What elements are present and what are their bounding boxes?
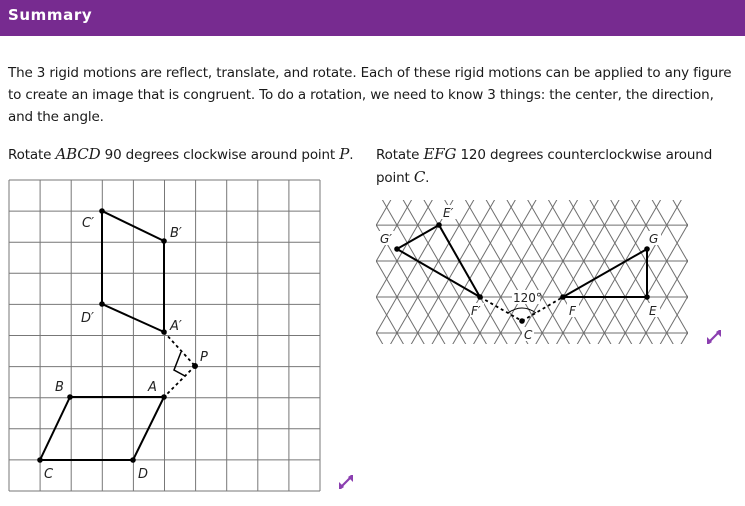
label-d-prime: D′ xyxy=(81,311,94,326)
label-g: G xyxy=(649,232,659,246)
label-d: D xyxy=(138,467,149,482)
label-p: P xyxy=(200,350,208,365)
point-e-prime xyxy=(436,222,442,228)
label-e: E xyxy=(649,304,657,318)
grid-line xyxy=(205,0,745,506)
grid-line xyxy=(80,0,745,506)
triangle-efg xyxy=(563,249,647,297)
grid-line xyxy=(288,0,745,506)
label-c: C xyxy=(524,328,533,342)
label-f-prime: F′ xyxy=(471,304,481,318)
task2-middle: 120 degrees counterclockwise around point xyxy=(376,147,713,186)
label-c: C xyxy=(44,467,54,482)
point-e xyxy=(644,294,650,300)
point-f-prime xyxy=(477,294,483,300)
label-e-prime: E′ xyxy=(443,206,454,220)
task1-middle: 90 degrees clockwise around point xyxy=(100,147,340,163)
expand-icon[interactable] xyxy=(705,328,723,346)
task1-after: . xyxy=(349,147,354,163)
expand-icon[interactable] xyxy=(337,473,355,491)
grid-line xyxy=(246,0,745,506)
grid-line xyxy=(371,0,745,506)
grid-line xyxy=(205,0,745,506)
task1-point: P xyxy=(339,145,350,163)
point-f xyxy=(560,294,566,300)
point-g-prime xyxy=(394,246,400,252)
grid-line xyxy=(412,0,745,506)
grid-line xyxy=(122,0,745,506)
grid-line xyxy=(412,0,745,506)
grid-line xyxy=(371,0,745,506)
label-angle: 120° xyxy=(513,291,542,305)
task2-shape: EFG xyxy=(423,145,457,163)
grid-line xyxy=(246,0,745,506)
label-a: A xyxy=(148,380,157,395)
label-g-prime: G′ xyxy=(380,232,393,246)
task2-point: C xyxy=(413,168,426,186)
point-c-center xyxy=(519,318,525,324)
label-f: F xyxy=(569,304,576,318)
task2-before: Rotate xyxy=(376,147,424,163)
header-title: Summary xyxy=(8,6,93,24)
intro-paragraph: The 3 rigid motions are reflect, translate, and rotate. Each of these rigid motions can be applied to any figure to create an image that is congruent. To do a rotation, we need to know 3 things: the center, the direction, and the angle. xyxy=(8,65,732,125)
point-g xyxy=(644,246,650,252)
task1-shape: ABCD xyxy=(55,145,101,163)
grid-line xyxy=(122,0,745,506)
grid-line xyxy=(80,0,745,506)
label-a-prime: A′ xyxy=(170,319,182,334)
grid-line xyxy=(288,0,745,506)
original-triangle xyxy=(563,249,647,297)
grid-line xyxy=(454,0,745,506)
label-b: B xyxy=(55,380,64,395)
label-b-prime: B′ xyxy=(170,226,182,241)
task2-after: . xyxy=(425,170,430,186)
task1-before: Rotate xyxy=(8,147,56,163)
grid-line xyxy=(454,0,745,506)
label-c-prime: C′ xyxy=(82,216,95,231)
